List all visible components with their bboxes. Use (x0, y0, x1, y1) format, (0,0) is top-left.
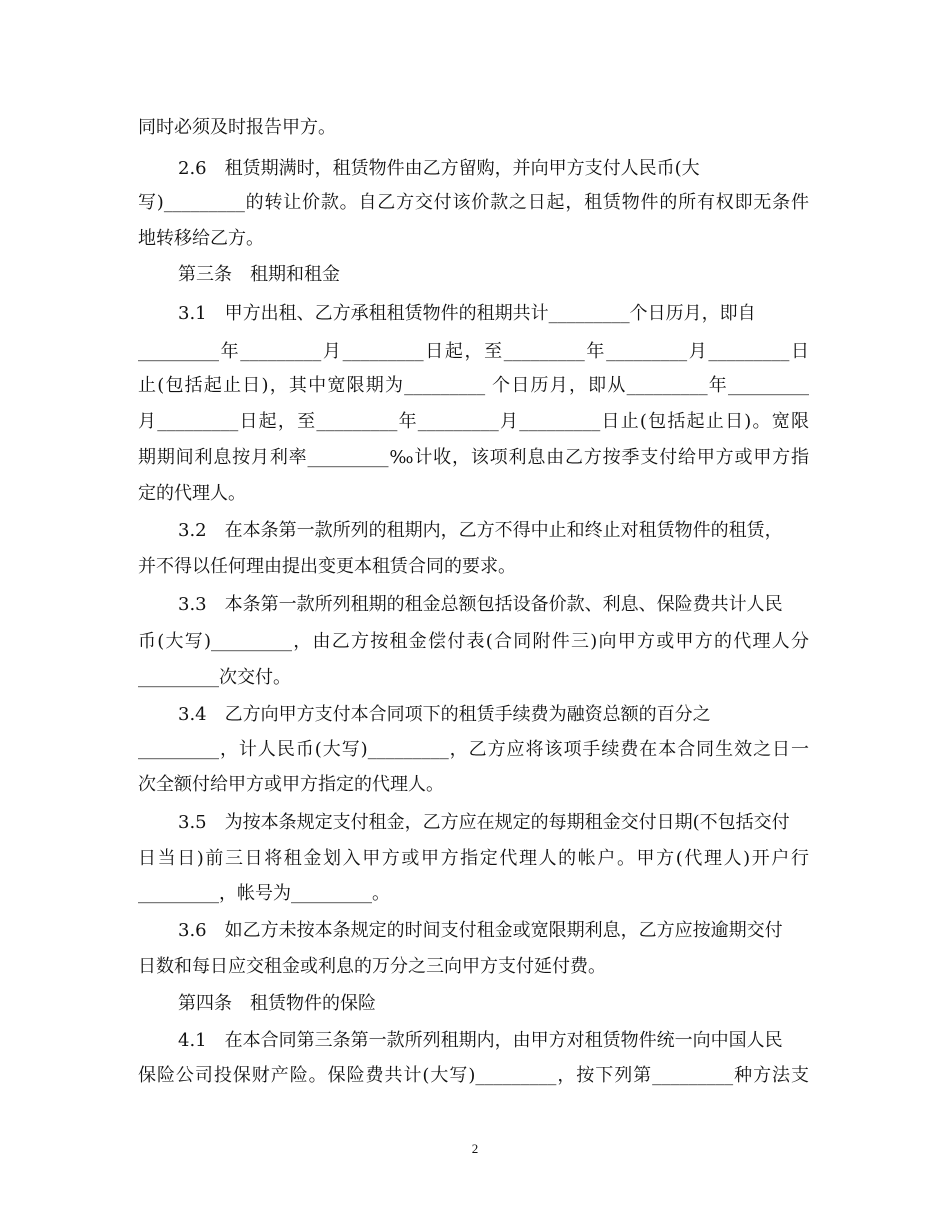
text-line: 3.6 如乙方未按本条规定的时间支付租金或宽限期利息，乙方应按逾期交付 (178, 920, 783, 941)
text-line: 同时必须及时报告甲方。 (138, 117, 336, 138)
section-heading: 第四条 租赁物件的保险 (178, 993, 376, 1014)
text-line: 3.5 为按本条规定支付租金，乙方应在规定的每期租金交付日期(不包括交付 (178, 812, 790, 833)
text-line: 日当日)前三日将租金划入甲方或甲方指定代理人的帐户。甲方(代理人)开户行 (138, 848, 809, 869)
text-line: 月_________日起，至_________年_________月_________日止(包括起止日)。宽限 (138, 411, 809, 432)
page-number: 2 (471, 1141, 479, 1156)
text-line: 2.6 租赁期满时，租赁物件由乙方留购，并向甲方支付人民币(大 (178, 158, 700, 179)
text-line: 并不得以任何理由提出变更本租赁合同的要求。 (138, 556, 516, 577)
text-line: 地转移给乙方。 (138, 228, 264, 249)
text-line: 3.3 本条第一款所列租期的租金总额包括设备价款、利息、保险费共计人民 (178, 594, 783, 615)
text-line: _________次交付。 (138, 667, 291, 688)
text-line: 币(大写)_________，由乙方按租金偿付表(合同附件三)向甲方或甲方的代理人分 (138, 631, 809, 652)
text-line: 日数和每日应交租金或利息的万分之三向甲方支付延付费。 (138, 956, 606, 977)
text-line: 定的代理人。 (138, 483, 246, 504)
text-line: 写)_________的转让价款。自乙方交付该价款之日起，租赁物件的所有权即无条件 (138, 192, 809, 213)
text-line: 3.2 在本条第一款所列的租期内，乙方不得中止和终止对租赁物件的租赁， (178, 520, 783, 541)
text-line: 4.1 在本合同第三条第一款所列租期内，由甲方对租赁物件统一向中国人民 (178, 1030, 783, 1051)
text-line: 保险公司投保财产险。保险费共计(大写)_________，按下列第_________种方法支 (138, 1065, 809, 1086)
text-line: 次全额付给甲方或甲方指定的代理人。 (138, 774, 444, 795)
text-line: 期期间利息按月利率_________‰计收，该项利息由乙方按季支付给甲方或甲方指 (138, 447, 809, 468)
text-line: 3.4 乙方向甲方支付本合同项下的租赁手续费为融资总额的百分之 (178, 704, 711, 725)
text-line: _________年_________月_________日起，至_________年_________月_________日 (138, 341, 809, 362)
text-line: _________，帐号为_________。 (138, 883, 390, 904)
section-heading: 第三条 租期和租金 (178, 264, 340, 285)
text-line: 止(包括起止日)，其中宽限期为_________ 个日历月，即从_________年_________ (138, 375, 809, 396)
text-line: _________，计人民币(大写)_________，乙方应将该项手续费在本合同生效之日一 (138, 739, 809, 760)
text-line: 3.1 甲方出租、乙方承租租赁物件的租期共计_________个日历月，即自 (178, 303, 756, 324)
